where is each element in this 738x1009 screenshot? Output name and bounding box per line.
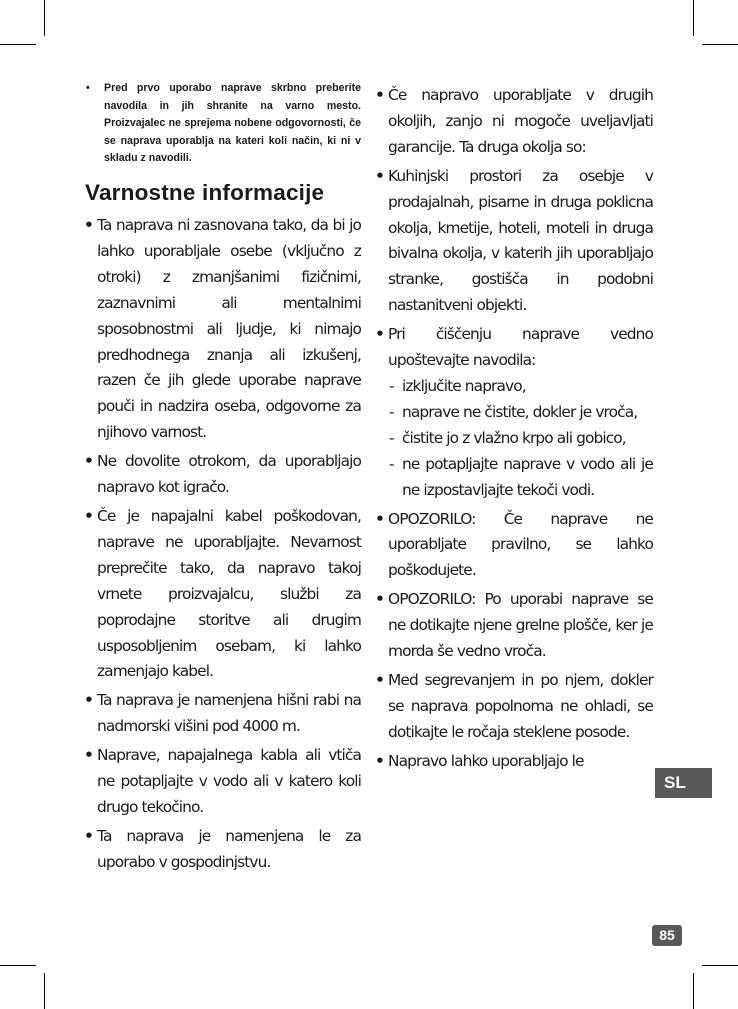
safety-item-text: Ta naprava ni zasnovana tako, da bi jo lahko uporabljale osebe (vključno z otroki) z zmanjšanimi fizičnimi, zaznavnimi ali mentalnimi sposobnostmi ali ljudje, ki nimajo predhodnega znanja ali izkušenj, razen če jih glede uporabe naprave pouči in nadzira oseba, odgovorne za njihovo varnost. <box>97 216 361 442</box>
safety-item-text: Če napravo uporabljate v drugih okoljih, zanjo ni mogoče uveljavljati garancije. Ta druga okolja so: <box>388 86 653 156</box>
bullet: • <box>375 509 384 528</box>
dash: - <box>389 454 394 473</box>
cleaning-step-text: ne potapljajte naprave v vodo ali je ne izpostavljajte tekoči vodi. <box>402 454 653 499</box>
bullet: • <box>84 691 93 710</box>
intro-note-text: Pred prvo uporabo naprave skrbno preberite navodila in jih shranite na varno mesto. Proizvajalec ne sprejema nobene odgovornosti, če se naprava uporablja na kateri koli način, ki ni v skladu z navodili. <box>104 82 361 164</box>
crop-mark <box>702 44 738 45</box>
bullet: • <box>375 670 384 689</box>
bullet: • <box>84 216 93 234</box>
safety-item <box>375 83 653 161</box>
warning-item-text: OPOZORILO: Po uporabi naprave se ne dotikajte njene grelne plošče, ker je morda še vedno vroča. <box>388 590 653 661</box>
dash: - <box>389 402 394 421</box>
safety-item <box>84 743 361 821</box>
safety-item <box>375 749 653 775</box>
bullet: • <box>375 166 384 185</box>
crop-mark <box>693 973 694 1009</box>
safety-item <box>84 449 361 501</box>
safety-item-text: Naprave, napajalnega kabla ali vtiča ne potapljajte v vodo ali v katero koli drugo tekočino. <box>97 746 361 816</box>
bullet: • <box>375 325 384 344</box>
cleaning-step-text: izključite napravo, <box>402 376 526 395</box>
safety-item <box>375 322 653 503</box>
safety-item <box>84 213 361 446</box>
cleaning-steps-list <box>388 374 653 504</box>
bullet: • <box>86 82 90 94</box>
bullet: • <box>84 746 93 765</box>
safety-item-text: Med segrevanjem in po njem, dokler se naprava popolnoma ne ohladi, se dotikajte le ročaja steklene posode. <box>388 670 653 741</box>
warning-item-text: OPOZORILO: Če naprave ne uporabljate pravilno, se lahko poškodujete. <box>388 509 653 580</box>
cleaning-step-text: naprave ne čistite, dokler je vroča, <box>402 402 638 421</box>
safety-item-text: Napravo lahko uporabljajo le <box>388 751 584 770</box>
safety-item <box>84 688 361 740</box>
bullet: • <box>84 452 93 471</box>
crop-mark <box>44 0 45 36</box>
crop-mark <box>693 0 694 36</box>
safety-item-text: Pri čiščenju naprave vedno upoštevajte navodila: <box>388 325 653 370</box>
page-number: 85 <box>652 925 682 946</box>
bullet: • <box>375 86 384 104</box>
safety-item <box>375 668 653 746</box>
cleaning-step-text: čistite jo z vlažno krpo ali gobico, <box>402 428 626 447</box>
bullet: • <box>375 751 384 770</box>
section-heading: Varnostne informacije <box>85 180 325 205</box>
intro-note <box>84 80 361 168</box>
bullet: • <box>84 826 93 845</box>
left-column <box>84 213 361 879</box>
crop-mark <box>702 965 738 966</box>
cleaning-step <box>388 452 653 504</box>
warning-item <box>375 507 653 585</box>
safety-item <box>84 504 361 685</box>
safety-item-text: Ne dovolite otrokom, da uporabljajo napravo kot igračo. <box>97 452 361 497</box>
safety-item <box>84 824 361 876</box>
language-tab: SL <box>655 768 712 798</box>
cleaning-step <box>388 374 653 400</box>
safety-item-text: Ta naprava je namenjena hišni rabi na nadmorski višini pod 4000 m. <box>97 691 361 736</box>
crop-mark <box>0 965 36 966</box>
safety-item <box>375 164 653 319</box>
right-column <box>375 83 653 778</box>
cleaning-step <box>388 426 653 452</box>
dash: - <box>389 428 394 447</box>
safety-item-text: Kuhinjski prostori za osebje v prodajalnah, pisarne in druga poklicna okolja, kmetije, hoteli, moteli in druga bivalna okolja, v katerih jih uporabljajo stranke, gostišča in podobni nastanitveni objekti. <box>388 166 653 315</box>
warning-item <box>375 587 653 665</box>
cleaning-step <box>388 400 653 426</box>
bullet: • <box>84 506 93 525</box>
crop-mark <box>0 44 36 45</box>
dash: - <box>389 376 394 395</box>
safety-item-text: Če je napajalni kabel poškodovan, naprave ne uporabljajte. Nevarnost preprečite tako, da napravo takoj vrnete proizvajalcu, službi za poprodajne storitve ali drugim usposobljenim osebam, ki lahko zamenjajo kabel. <box>97 506 361 681</box>
crop-mark <box>44 973 45 1009</box>
intro-note-item <box>84 80 361 168</box>
safety-item-text: Ta naprava je namenjena le za uporabo v gospodinjstvu. <box>97 826 361 871</box>
bullet: • <box>375 590 384 609</box>
